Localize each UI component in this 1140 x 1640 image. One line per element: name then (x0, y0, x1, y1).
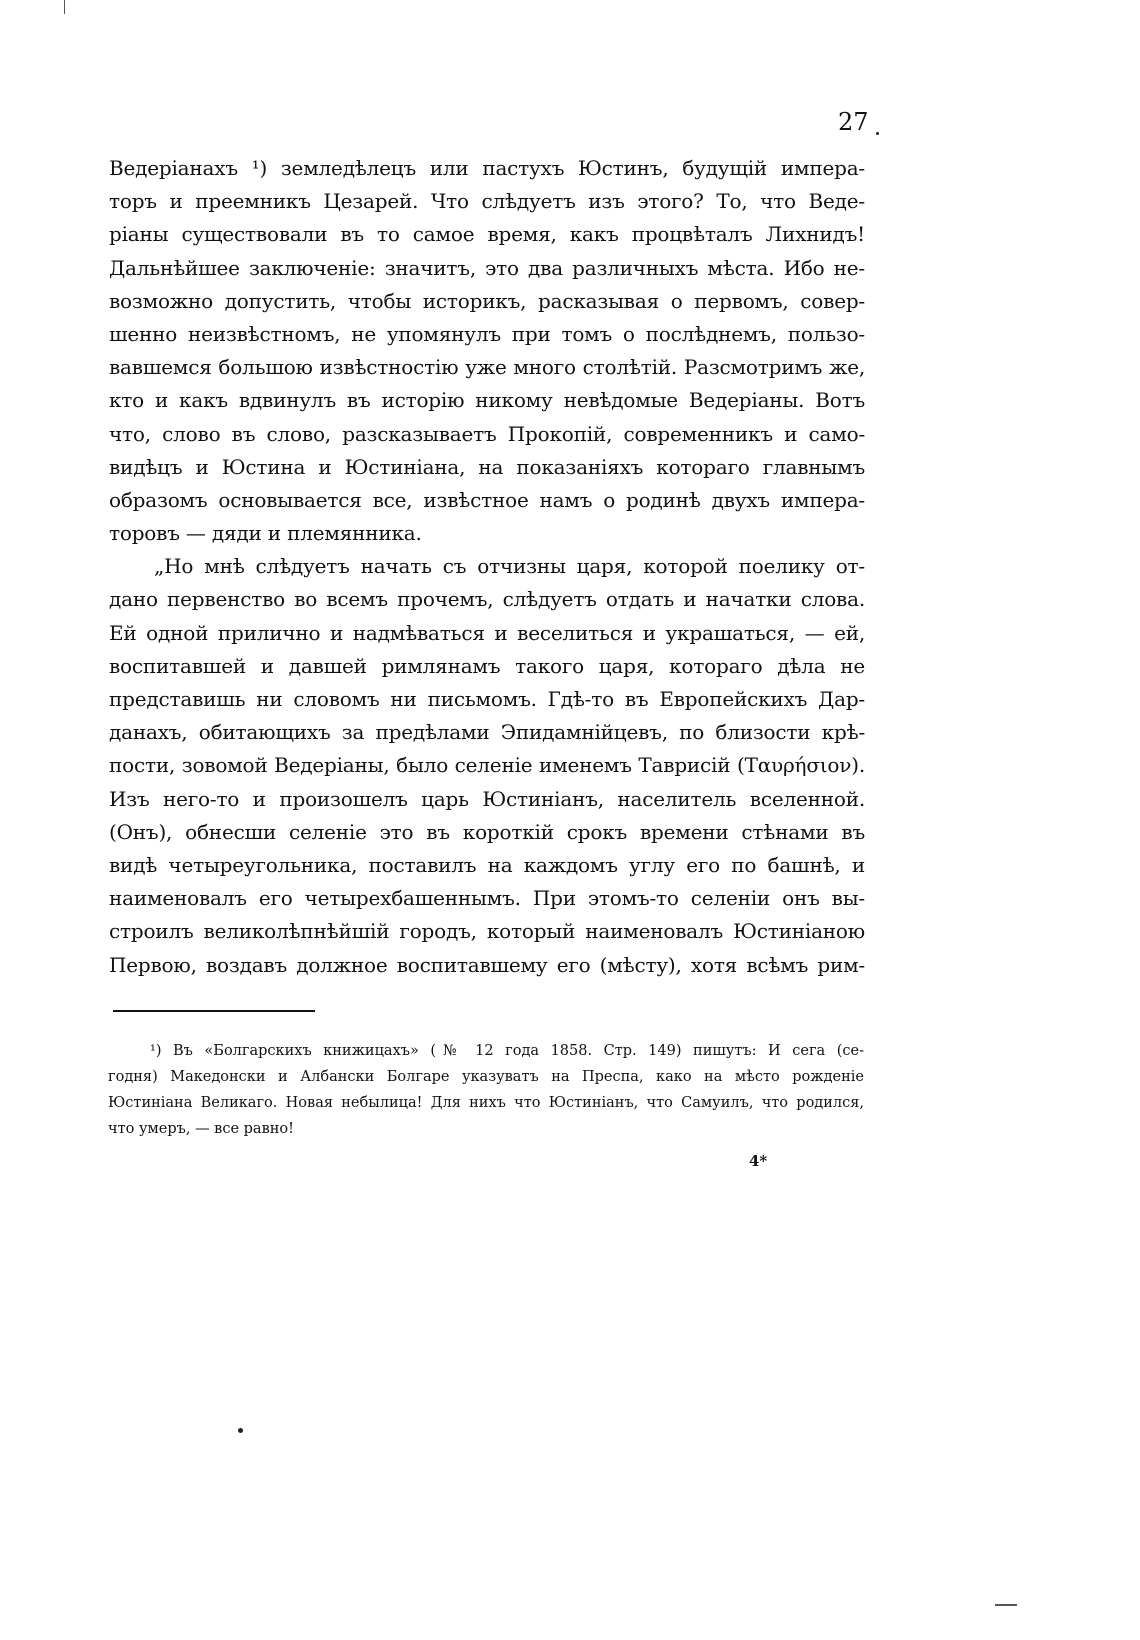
text-line: торовъ — дяди и племянника. (109, 521, 422, 546)
footnote-line: годня) Македонски и Албански Болгаре указуватъ на Преспа, како на мѣсто рожденіе (108, 1069, 864, 1085)
footnote-line: ¹) Въ «Болгарскихъ книжицахъ» (№ 12 года 1858. Стр. 149) пишутъ: И сега (се- (150, 1043, 864, 1059)
text-line: Дальнѣйшее заключеніе: значитъ, это два различныхъ мѣста. Ибо не- (109, 255, 865, 280)
text-line: кто и какъ вдвинулъ въ исторію никому невѣдомые Ведеріаны. Вотъ (109, 388, 865, 413)
text-line: торъ и преемникъ Цезарей. Что слѣдуетъ изъ этого? То, что Ведe- (109, 189, 865, 214)
footnote-line: что умеръ, — все равно! (108, 1121, 294, 1137)
text-line: представишь ни словомъ ни письмомъ. Гдѣ-то въ Европейскихъ Дар- (109, 687, 865, 711)
text-line: (Онъ), обнесши селеніе это въ короткій срокъ времени стѣнами въ (109, 819, 865, 844)
text-line: пости, зовомой Ведеріаны, было селеніе именемъ Таврисій (Ταυρήσιον). (109, 753, 865, 778)
scan-speck (238, 1428, 243, 1433)
text-line: видѣцъ и Юстина и Юстиніана, на показаніяхъ котораго главнымъ (109, 454, 865, 479)
text-line: Ей одной прилично и надмѣваться и веселиться и украшаться, — ей, (109, 620, 865, 645)
main-text (109, 152, 865, 982)
text-line: дано первенство во всемъ прочемъ, слѣдуетъ отдать и начатки слова. (109, 587, 865, 612)
text-line: строилъ великолѣпнѣйшій городъ, который наименовалъ Юстиніаною (109, 919, 865, 944)
text-line: воспитавшей и давшей римлянамъ такого царя, котораго дѣла не (109, 653, 865, 678)
text-line: видѣ четыреугольника, поставилъ на каждомъ углу его по башнѣ, и (109, 852, 865, 877)
text-line: что, слово въ слово, разсказываетъ Прокопій, современникъ и само- (109, 421, 865, 446)
signature-mark: 4* (749, 1152, 768, 1170)
scan-edge-mark (995, 1604, 1017, 1606)
footnote-rule (113, 1010, 315, 1012)
text-line: шенно неизвѣстномъ, не упомянулъ при томъ о послѣднемъ, пользо- (109, 321, 865, 346)
text-line: ріаны существовали въ то самое время, какъ процвѣталъ Лихнидъ! (109, 222, 865, 247)
page-number: 27 (838, 108, 869, 136)
footnote-line: Юстиніана Великаго. Новая небылица! Для нихъ что Юстиніанъ, что Самуилъ, что родился, (108, 1095, 864, 1111)
scan-speck (876, 132, 879, 135)
text-line: Изъ него-то и произошелъ царь Юстиніанъ, населитель вселенной. (109, 786, 865, 811)
text-line: возможно допустить, чтобы историкъ, раскaзывая о первомъ, совер- (109, 288, 865, 313)
text-line: данахъ, обитающихъ за предѣлами Эпидамнійцевъ, по близости крѣ- (109, 720, 865, 745)
text-line: вавшемся большою извѣстностію уже много столѣтій. Разсмотримъ же, (109, 355, 865, 380)
scan-edge-mark (64, 0, 65, 14)
footnote (108, 1038, 864, 1142)
text-line: образомъ основывается все, извѣстное намъ о родинѣ двухъ импера- (109, 487, 865, 512)
text-line: „Но мнѣ слѣдуетъ начать съ отчизны царя, которой поелику от- (154, 554, 865, 579)
text-line: Ведеріанахъ ¹) земледѣлецъ или пастухъ Юстинъ, будущій импера- (109, 156, 865, 180)
text-line: наименовалъ его четырехбашеннымъ. При этомъ-то селеніи онъ вы- (109, 886, 865, 911)
text-line: Первою, воздавъ должное воспитавшему его (мѣсту), хотя всѣмъ рим- (109, 952, 865, 977)
